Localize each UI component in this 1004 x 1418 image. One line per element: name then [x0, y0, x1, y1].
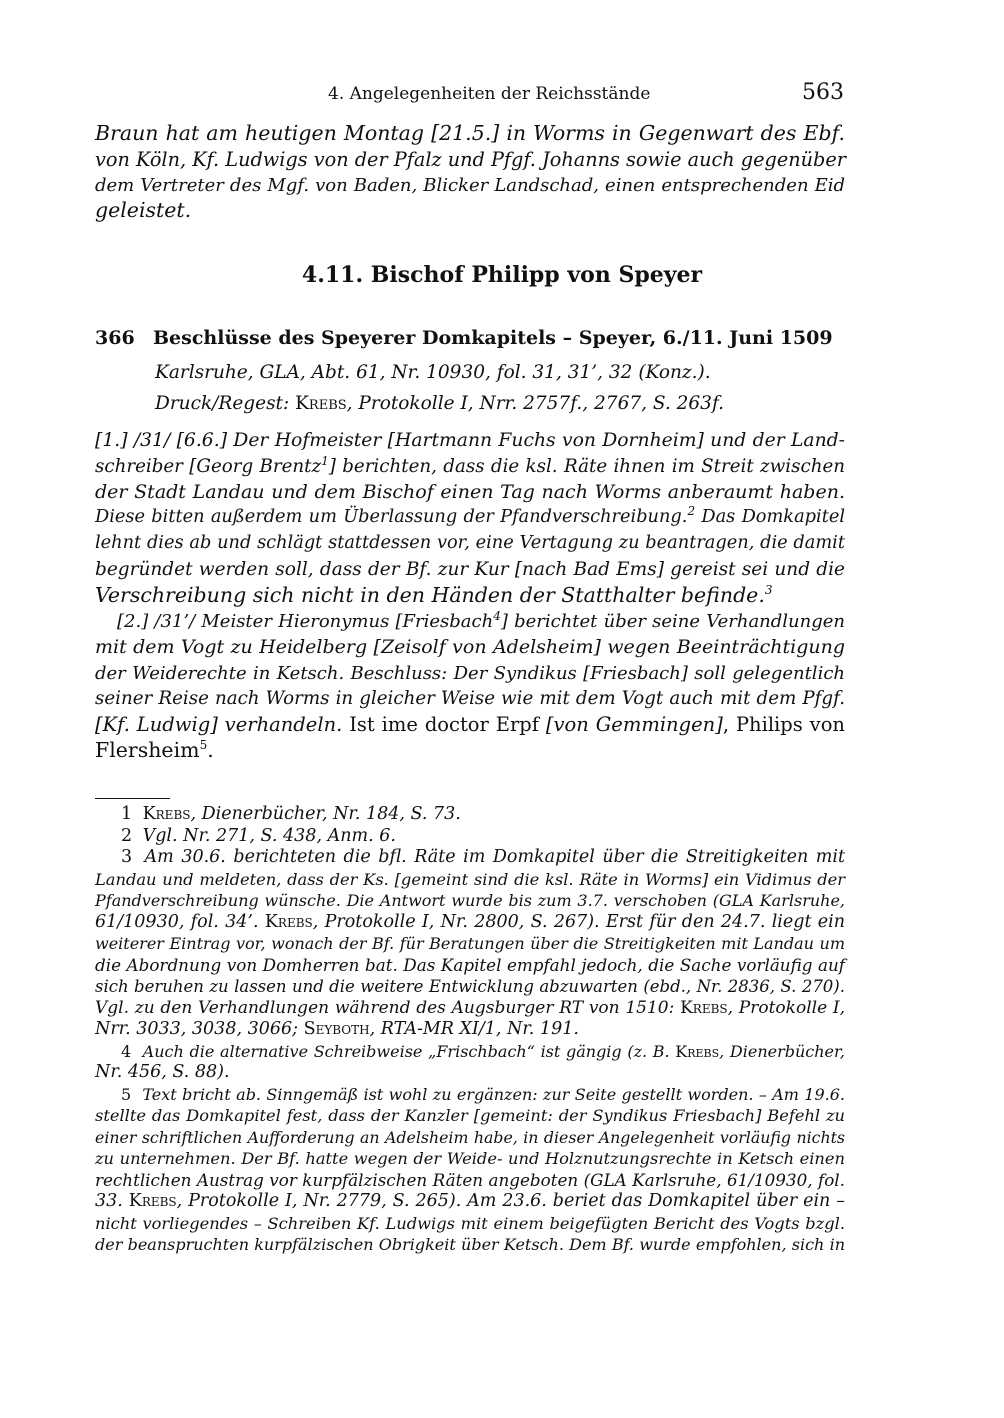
- footnote-ref-5[interactable]: 5: [199, 738, 208, 753]
- footnote-ref-4[interactable]: 4: [493, 609, 501, 623]
- footnote-ref-1[interactable]: 1: [321, 453, 329, 468]
- footnote-1: 1 Krebs, Dienerbücher, Nr. 184, S. 73.: [121, 804, 461, 824]
- text-line: geleistet.: [95, 198, 192, 223]
- footnote-ref-2[interactable]: 2: [687, 504, 696, 519]
- text-line: lehnt dies ab und schlägt stattdessen vor, eine Vertagung zu beantragen, die damit: [95, 533, 845, 554]
- footnote-3: 3 Am 30.6. berichteten die bfl. Räte im Domkapitel über die Streitigkeiten mit Landau und meldeten, dass der Ks. [gemeint sind die ksl. Räte in Worms] ein Vidimus der Pfandverschreibung wünsche. Die Antwort wurde bis zum 3.7. verschoben (GLA Karlsruhe, 61/10930, fol. 34’. Krebs, Protokolle I, Nr. 2800, S. 267). Erst für den 24.7. liegt ein weiterer Eintrag vor, wonach der Bf. für Beratungen über die Streitigkeiten mit Landau um die Abordnung von Domherren bat. Das Kapitel empfahl jedoch, die Sache vorläufig auf sich beruhen zu lassen und die weitere Entwicklung abzuwarten (ebd., Nr. 2836, S. 270). Vgl. zu den Verhandlungen während des Augsburger RT von 1510: Krebs, Protokolle I, Nrr. 3033, 3038, 3066; Seyboth, RTA-MR XI/1, Nr. 191.: [95, 847, 845, 1039]
- source-reference: Karlsruhe, GLA, Abt. 61, Nr. 10930, fol. 31, 31’, 32 (Konz.).: [155, 362, 711, 383]
- text-line: Diese bitten außerdem um Überlassung der Pfandverschreibung.$^2$ Das Domkapitel: [95, 504, 846, 528]
- text-line: [2.] /31’/ Meister Hieronymus [Friesbach$^4$] berichtet über seine Verhandlungen: [117, 609, 845, 632]
- footnote-ref-3[interactable]: 3: [764, 582, 773, 597]
- running-head-title: 4. Angelegenheiten der Reichsstände: [328, 84, 651, 104]
- document-title: Beschlüsse des Speyerer Domkapitels – Speyer, 6./11. Juni 1509: [153, 327, 833, 349]
- text-line: Braun hat am heutigen Montag [21.5.] in Worms in Gegenwart des Ebf.: [95, 121, 845, 145]
- document-number: 366: [95, 327, 135, 349]
- text-line: dem Vertreter des Mgf. von Baden, Blicker Landschad, einen entsprechenden Eid: [95, 174, 845, 196]
- text-line: mit dem Vogt zu Heidelberg [Zeisolf von Adelsheim] wegen Beeinträchtigung: [95, 635, 845, 658]
- section-title: 4.11. Bischof Philipp von Speyer: [301, 262, 703, 288]
- paragraph-1: [95, 428, 845, 609]
- footnote-5: 5 Text bricht ab. Sinngemäß ist wohl zu ergänzen: zur Seite gestellt worden. – Am 19.6. stellte das Domkapitel fest, dass der Kanzler [gemeint: der Syndikus Friesbach] Befehl zu einer schriftlichen Aufforderung an Adelsheim habe, in dieser Angelegenheit vorläufig nichts zu unternehmen. Der Bf. hatte wegen der Weide- und Holznutzungsrechte in Ketsch einen rechtlichen Austrag vor kurpfälzischen Räten angeboten (GLA Karlsruhe, 61/10930, fol. 33. Krebs, Protokolle I, Nr. 2779, S. 265). Am 23.6. beriet das Domkapitel über ein – nicht vorliegendes – Schreiben Kf. Ludwigs mit einem beigefügten Bericht des Vogts bzgl. der beanspruchten kurpfälzischen Obrigkeit über Ketsch. Dem Bf. wurde empfohlen, sich in: [95, 1084, 845, 1254]
- author-name: Krebs: [295, 393, 347, 414]
- text-line: der Weiderechte in Ketsch. Beschluss: Der Syndikus [Friesbach] soll gelegentlich: [95, 662, 845, 684]
- footnote-2: 2 Vgl. Nr. 271, S. 438, Anm. 6.: [121, 825, 396, 846]
- text-line: Verschreibung sich nicht in den Händen der Statthalter befinde.$^3$: [95, 582, 773, 607]
- text-line: begründet werden soll, dass der Bf. zur Kur [nach Bad Ems] gereist sei und die: [95, 558, 845, 580]
- footnote-divider: [95, 798, 170, 799]
- text-line: schreiber [Georg Brentz$^1$] berichten, dass die ksl. Räte ihnen im Streit zwischen: [95, 453, 846, 477]
- text-line: seiner Reise nach Worms in gleicher Weise wie mit dem Vogt auch mit dem Pfgf.: [95, 688, 845, 710]
- text-line: [1.] /31/ [6.6.] Der Hofmeister [Hartmann Fuchs von Dornheim] und der Land-: [95, 430, 845, 451]
- text-line: von Köln, Kf. Ludwigs von der Pfalz und Pfgf. Johanns sowie auch gegenüber: [95, 147, 846, 171]
- running-head: [0, 80, 1004, 108]
- footnote-4: 4 Auch die alternative Schreibweise „Frischbach“ ist gängig (z. B. Krebs, Dienerbücher, Nr. 456, S. 88).: [95, 1041, 845, 1082]
- page-number: 563: [802, 80, 844, 105]
- text-line: der Stadt Landau und dem Bischof einen Tag nach Worms anberaumt haben.: [95, 480, 845, 503]
- text-line: Flersheim$^5$.: [95, 737, 214, 762]
- print-reference: Druck/Regest: Krebs, Protokolle I, Nrr. 2757f., 2767, S. 263f.: [155, 393, 725, 414]
- footnotes: [95, 804, 845, 1256]
- paragraph-2: [95, 609, 845, 764]
- intro-paragraph: [95, 121, 845, 224]
- text-line: [Kf. Ludwig] verhandeln. Ist ime doctor Erpf [von Gemmingen], Philips von: [95, 713, 845, 737]
- document-heading: [95, 327, 855, 349]
